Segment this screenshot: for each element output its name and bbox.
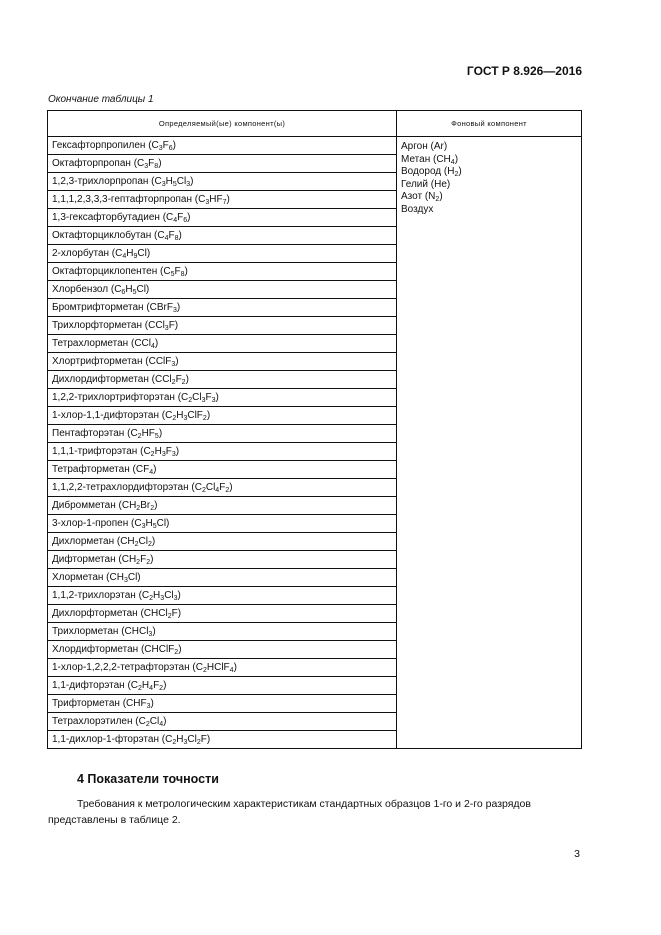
- formula-text: ): [152, 626, 156, 637]
- formula-text: ): [158, 428, 163, 439]
- formula-subscript: 3: [144, 163, 149, 170]
- table-row: [48, 137, 582, 155]
- formula-text: F: [177, 212, 184, 223]
- formula-text: HF: [141, 428, 155, 439]
- formula-subscript: 8: [174, 235, 179, 242]
- formula-subscript: 3: [158, 145, 163, 152]
- formula-text: 1,3-гексафторбутадиен (C: [52, 212, 174, 223]
- formula-subscript: 2: [136, 505, 141, 512]
- formula-subscript: 2: [202, 415, 207, 422]
- formula-text: 3-хлор-1-пропен (C: [52, 518, 142, 529]
- formula-subscript: 2: [136, 559, 141, 566]
- formula-text: Cl: [138, 536, 148, 547]
- formula-text: Тетрафторметан (CF: [52, 464, 150, 475]
- formula-text: ): [454, 153, 459, 165]
- formula-text: Хлордифторметан (CHClF: [52, 644, 175, 655]
- formula-text: ): [178, 644, 182, 655]
- formula-subscript: 2: [167, 613, 172, 620]
- formula-subscript: 2: [181, 379, 186, 386]
- formula-text: H: [145, 518, 153, 529]
- formula-text: Трихлорметан (CHCl: [52, 626, 149, 637]
- formula-subscript: 3: [211, 397, 216, 404]
- analyte-component-cell: [48, 191, 397, 209]
- formula-text: ): [176, 302, 181, 313]
- formula-subscript: 2: [196, 739, 201, 746]
- formula-subscript: 5: [170, 271, 175, 278]
- formula-text: H: [165, 176, 173, 187]
- components-table: [47, 110, 582, 749]
- analyte-component-cell: [48, 335, 397, 353]
- formula-text: H: [125, 284, 133, 295]
- section-title: 4 Показатели точности: [77, 772, 219, 786]
- formula-text: F: [205, 392, 212, 403]
- analyte-component-cell: [48, 155, 397, 173]
- formula-text: Хлорбензол (C: [52, 284, 122, 295]
- analyte-component-cell: [48, 479, 397, 497]
- formula-text: Трифторметан (CHF: [52, 698, 147, 709]
- formula-subscript: 6: [121, 289, 126, 296]
- background-gas-item: [401, 154, 577, 167]
- formula-text: F: [162, 140, 169, 151]
- formula-subscript: 4: [159, 721, 164, 728]
- formula-text: H: [154, 446, 162, 457]
- formula-text: F: [174, 266, 181, 277]
- analyte-component-cell: [48, 227, 397, 245]
- analyte-component-cell: [48, 317, 397, 335]
- formula-subscript: 3: [173, 595, 178, 602]
- formula-text: Тетрахлорэтилен (C: [52, 716, 146, 727]
- analyte-component-cell: [48, 263, 397, 281]
- formula-text: F: [148, 158, 155, 169]
- formula-text: ): [187, 212, 191, 223]
- formula-subscript: 3: [172, 307, 177, 314]
- formula-subscript: 2: [188, 397, 193, 404]
- formula-text: ): [190, 176, 194, 187]
- background-gas-item: [401, 166, 577, 179]
- formula-subscript: 3: [171, 361, 176, 368]
- section-paragraph: Требования к метрологическим характеристикам стандартных образцов 1-го и 2-го разрядов представлены в таблице 2.: [48, 798, 531, 826]
- formula-text: Хлорметан (CH: [52, 572, 124, 583]
- analyte-component-cell: [48, 515, 397, 533]
- formula-text: ): [158, 158, 162, 169]
- formula-subscript: 9: [133, 253, 138, 260]
- analyte-component-cell: [48, 713, 397, 731]
- formula-subscript: 2: [134, 541, 139, 548]
- formula-text: 1,2,2-трихлортрифторэтан (C: [52, 392, 189, 403]
- formula-text: H: [141, 680, 150, 691]
- formula-text: ): [175, 446, 180, 457]
- analyte-component-cell: [48, 677, 397, 695]
- formula-text: ): [163, 680, 167, 691]
- formula-text: Cl): [136, 284, 150, 295]
- formula-text: Трихлорфторметан (CCl: [52, 320, 165, 331]
- analyte-component-cell: [48, 533, 397, 551]
- formula-text: H: [153, 590, 161, 601]
- formula-text: Метан (CH: [401, 153, 451, 165]
- formula-text: Cl): [127, 572, 141, 583]
- formula-text: ): [150, 554, 154, 565]
- analyte-component-cell: [48, 623, 397, 641]
- formula-text: Октафторциклопентен (C: [52, 266, 171, 277]
- analyte-component-cell: [48, 389, 397, 407]
- formula-text: F: [140, 554, 147, 565]
- formula-text: Хлортрифторметан (CClF: [52, 356, 172, 367]
- formula-subscript: 2: [171, 379, 176, 386]
- formula-text: Воздух: [401, 203, 434, 215]
- page-number: 3: [574, 848, 580, 860]
- analyte-component-cell: [48, 137, 397, 155]
- formula-subscript: 2: [201, 487, 206, 494]
- formula-text: Cl: [149, 716, 160, 727]
- formula-text: Гексафторпропилен (C: [52, 140, 159, 151]
- table-caption: Окончание таблицы 1: [48, 94, 154, 105]
- analyte-component-cell: [48, 461, 397, 479]
- formula-text: ): [153, 464, 157, 475]
- formula-text: ): [206, 410, 211, 421]
- analyte-component-cell: [48, 299, 397, 317]
- formula-text: ): [150, 698, 154, 709]
- formula-text: 1,1,2-трихлорэтан (C: [52, 590, 150, 601]
- formula-subscript: 3: [201, 397, 206, 404]
- formula-text: 1,1,2,2-тетрахлордифторэтан (C: [52, 482, 202, 493]
- formula-subscript: 4: [150, 343, 155, 350]
- analyte-component-cell: [48, 659, 397, 677]
- formula-subscript: 3: [183, 415, 188, 422]
- formula-text: Cl: [205, 482, 216, 493]
- analyte-component-cell: [48, 497, 397, 515]
- formula-subscript: 2: [435, 196, 440, 204]
- analyte-component-cell: [48, 407, 397, 425]
- formula-text: 1,1-дифторэтан (C: [52, 680, 139, 691]
- formula-subscript: 2: [159, 685, 164, 692]
- formula-text: Гелий (He): [401, 178, 451, 190]
- formula-subscript: 5: [152, 523, 157, 530]
- formula-text: F): [200, 734, 211, 745]
- formula-text: ): [439, 191, 443, 203]
- formula-text: ): [233, 662, 237, 673]
- formula-subscript: 5: [154, 433, 159, 440]
- formula-text: 1,2,3-трихлорпропан (C: [52, 176, 162, 187]
- analyte-component-cell: [48, 695, 397, 713]
- formula-text: 1,1,1-трифторэтан (C: [52, 446, 151, 457]
- formula-subscript: 3: [186, 181, 191, 188]
- background-gas-item: [401, 191, 577, 204]
- analyte-component-cell: [48, 371, 397, 389]
- formula-text: Дифторметан (CH: [52, 554, 137, 565]
- formula-subscript: 3: [146, 703, 151, 710]
- formula-subscript: 5: [172, 181, 177, 188]
- formula-subscript: 2: [225, 487, 230, 494]
- formula-subscript: 3: [161, 451, 166, 458]
- formula-text: ): [177, 590, 181, 601]
- background-gas-item: [401, 179, 577, 192]
- formula-text: 1,1,1,2,3,3,3-гептафторпропан (C: [52, 194, 206, 205]
- formula-text: Cl): [156, 518, 170, 529]
- formula-text: F: [168, 230, 175, 241]
- formula-subscript: 3: [171, 451, 176, 458]
- analyte-component-cell: [48, 209, 397, 227]
- formula-text: Пентафторэтан (C: [52, 428, 138, 439]
- formula-text: ): [229, 482, 233, 493]
- formula-text: Br: [140, 500, 151, 511]
- analyte-component-cell: [48, 551, 397, 569]
- analyte-component-cell: [48, 587, 397, 605]
- formula-text: F: [165, 446, 172, 457]
- formula-subscript: 2: [174, 649, 179, 656]
- formula-text: ): [226, 194, 230, 205]
- background-component-cell: [397, 137, 582, 749]
- analyte-component-cell: [48, 641, 397, 659]
- formula-text: 1-хлор-1,1-дифторэтан (C: [52, 410, 173, 421]
- analyte-component-cell: [48, 605, 397, 623]
- analyte-component-cell: [48, 569, 397, 587]
- formula-subscript: 6: [168, 145, 173, 152]
- formula-subscript: 4: [122, 253, 127, 260]
- formula-text: H: [176, 410, 184, 421]
- formula-text: ): [185, 374, 189, 385]
- formula-subscript: 3: [205, 199, 210, 206]
- formula-subscript: 4: [164, 235, 169, 242]
- formula-text: F: [153, 680, 160, 691]
- table-header-row: [48, 111, 582, 137]
- formula-subscript: 2: [454, 171, 459, 179]
- formula-text: ): [215, 392, 219, 403]
- formula-subscript: 3: [183, 739, 188, 746]
- formula-subscript: 8: [154, 163, 159, 170]
- formula-subscript: 2: [148, 541, 152, 548]
- formula-subscript: 5: [132, 289, 137, 296]
- analyte-component-cell: [48, 353, 397, 371]
- formula-text: Аргон (Ar): [401, 141, 448, 152]
- formula-text: Октафторпропан (C: [52, 158, 145, 169]
- formula-text: ): [163, 716, 167, 727]
- formula-text: HClF: [206, 662, 230, 673]
- formula-text: ): [175, 356, 179, 367]
- formula-subscript: 2: [146, 559, 151, 566]
- formula-subscript: 7: [222, 199, 227, 206]
- formula-text: Cl: [187, 734, 197, 745]
- formula-text: ClF: [187, 410, 203, 421]
- formula-subscript: 3: [160, 595, 165, 602]
- formula-text: ): [184, 266, 188, 277]
- formula-text: F): [168, 320, 179, 331]
- formula-text: ): [154, 338, 159, 349]
- formula-subscript: 3: [123, 577, 128, 584]
- formula-text: Дихлордифторметан (CCl: [52, 374, 172, 385]
- formula-subscript: 4: [173, 217, 178, 224]
- formula-text: 2-хлорбутан (C: [52, 248, 123, 259]
- formula-text: 1,1-дихлор-1-фторэтан (C: [52, 734, 173, 745]
- formula-subscript: 4: [229, 667, 234, 674]
- formula-subscript: 2: [172, 415, 177, 422]
- formula-subscript: 2: [145, 721, 150, 728]
- formula-subscript: 2: [138, 685, 142, 692]
- formula-text: Азот (N: [401, 191, 436, 203]
- formula-text: Дихлорфторметан (CHCl: [52, 608, 168, 619]
- background-gas-item: [401, 141, 577, 154]
- analyte-component-cell: [48, 281, 397, 299]
- document-code: ГОСТ Р 8.926—2016: [466, 64, 582, 78]
- formula-text: Бромтрифторметан (CBrF: [52, 302, 173, 313]
- formula-text: ): [178, 230, 182, 241]
- analyte-component-cell: [48, 731, 397, 749]
- formula-text: Тетрахлорметан (CCl: [52, 338, 151, 349]
- formula-text: Водород (H: [401, 166, 455, 178]
- formula-subscript: 4: [450, 158, 455, 166]
- formula-text: ): [458, 166, 462, 178]
- analyte-component-cell: [48, 245, 397, 263]
- formula-subscript: 3: [141, 523, 146, 530]
- formula-text: Дибромметан (CH: [52, 500, 137, 511]
- formula-text: Cl): [137, 248, 151, 259]
- formula-text: ): [172, 140, 177, 151]
- formula-text: Cl: [192, 392, 202, 403]
- formula-text: F: [219, 482, 226, 493]
- formula-text: H: [126, 248, 134, 259]
- formula-text: F: [175, 374, 182, 385]
- formula-text: Cl: [176, 176, 187, 187]
- formula-subscript: 4: [149, 469, 154, 476]
- analyte-component-cell: [48, 173, 397, 191]
- formula-text: 1-хлор-1,2,2,2-тетрафторэтан (C: [52, 662, 203, 673]
- formula-subscript: 2: [150, 505, 155, 512]
- formula-text: Октафторциклобутан (C: [52, 230, 165, 241]
- formula-subscript: 3: [164, 325, 169, 332]
- formula-subscript: 2: [150, 451, 155, 458]
- formula-subscript: 2: [137, 433, 142, 440]
- formula-subscript: 4: [149, 685, 154, 692]
- formula-subscript: 2: [149, 595, 154, 602]
- formula-subscript: 8: [180, 271, 185, 278]
- formula-subscript: 3: [161, 181, 166, 188]
- header-background-component: Фоновый компонент: [397, 111, 582, 137]
- formula-text: H: [176, 734, 184, 745]
- formula-text: Дихлорметан (CH: [52, 536, 135, 547]
- formula-text: Cl: [164, 590, 174, 601]
- formula-subscript: 2: [172, 739, 177, 746]
- formula-subscript: 2: [202, 667, 207, 674]
- formula-text: ): [154, 500, 158, 511]
- analyte-component-cell: [48, 443, 397, 461]
- formula-text: F): [171, 608, 182, 619]
- formula-subscript: 3: [148, 631, 153, 638]
- background-gas-item: [401, 204, 577, 217]
- formula-text: HF: [209, 194, 223, 205]
- formula-text: ): [151, 536, 156, 547]
- analyte-component-cell: [48, 425, 397, 443]
- formula-subscript: 6: [183, 217, 188, 224]
- header-analyte-components: Определяемый(ые) компонент(ы): [48, 111, 397, 137]
- formula-subscript: 4: [215, 487, 220, 494]
